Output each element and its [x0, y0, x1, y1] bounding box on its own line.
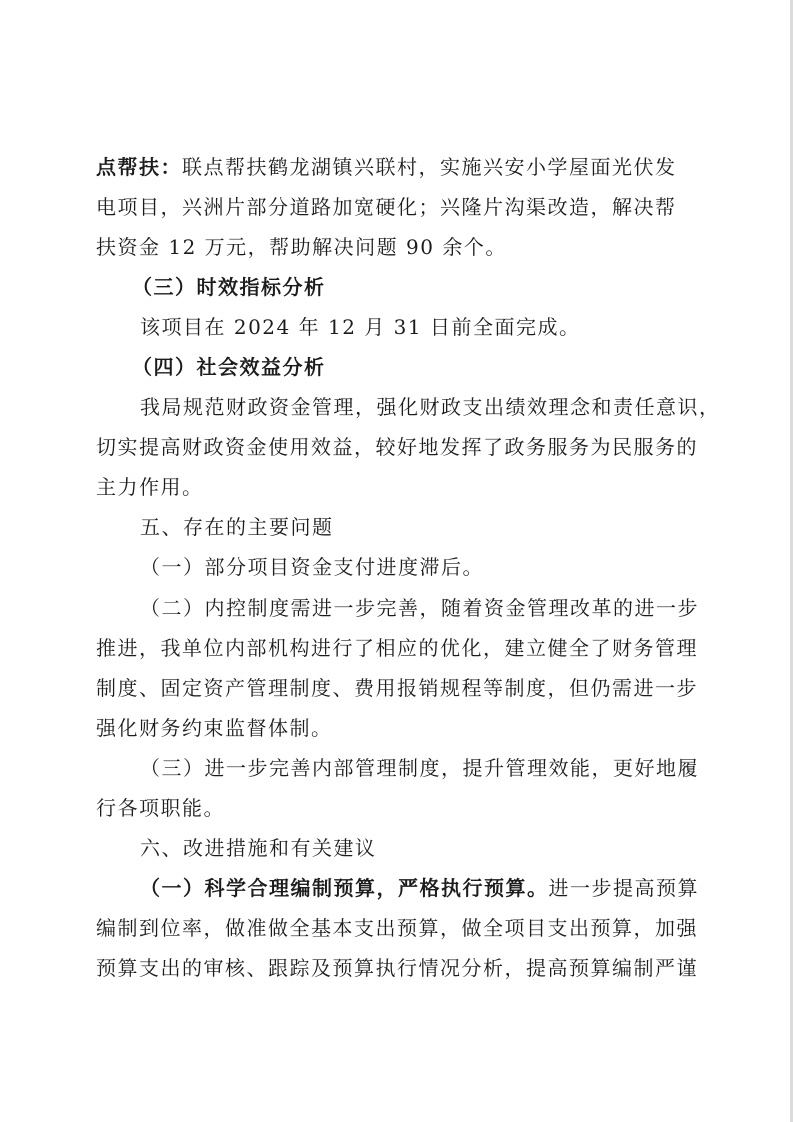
chapter-heading: 五、存在的主要问题: [140, 515, 334, 539]
paragraph-line: 强化财务约束监督体制。: [96, 716, 333, 740]
paragraph-line: 电项目，兴洲片部分道路加宽硬化；兴隆片沟渠改造，解决帮: [96, 195, 677, 219]
section-heading: （三）时效指标分析: [132, 275, 326, 299]
paragraph-line: 扶资金 12 万元，帮助解决问题 90 余个。: [96, 235, 507, 259]
paragraph-line: 行各项职能。: [96, 796, 225, 820]
line-text: 联点帮扶鹤龙湖镇兴联村，实施兴安小学屋面光伏发: [182, 155, 677, 179]
paragraph-line: 我局规范财政资金管理，强化财政支出绩效理念和责任意识，: [140, 395, 721, 419]
bold-lead: （一）科学合理编制预算，严格执行预算。: [140, 876, 549, 900]
section-heading: （四）社会效益分析: [132, 355, 326, 379]
paragraph-line: 制度、固定资产管理制度、费用报销规程等制度，但仍需进一步: [96, 676, 698, 700]
chapter-heading: 六、改进措施和有关建议: [140, 836, 377, 860]
paragraph-line: 该项目在 2024 年 12 月 31 日前全面完成。: [140, 315, 581, 339]
paragraph-line: （二）内控制度需进一步完善，随着资金管理改革的进一步: [140, 596, 699, 620]
bold-lead: 点帮扶：: [96, 155, 182, 179]
line-text: 进一步提高预算: [548, 876, 699, 900]
paragraph-line: （三）进一步完善内部管理制度，提升管理效能，更好地履: [140, 756, 699, 780]
paragraph-line: 主力作用。: [96, 475, 204, 499]
paragraph-line: 切实提高财政资金使用效益，较好地发挥了政务服务为民服务的: [96, 435, 698, 459]
paragraph-line: [96, 150, 677, 184]
paragraph-line: 预算支出的审核、跟踪及预算执行情况分析，提高预算编制严谨: [96, 956, 698, 980]
paragraph-line: 编制到位率，做准做全基本支出预算，做全项目支出预算，加强: [96, 916, 698, 940]
paragraph-line: （一）部分项目资金支付进度滞后。: [140, 555, 484, 579]
paragraph-line: [140, 871, 699, 905]
paragraph-line: 推进，我单位内部机构进行了相应的优化，建立健全了财务管理: [96, 636, 698, 660]
